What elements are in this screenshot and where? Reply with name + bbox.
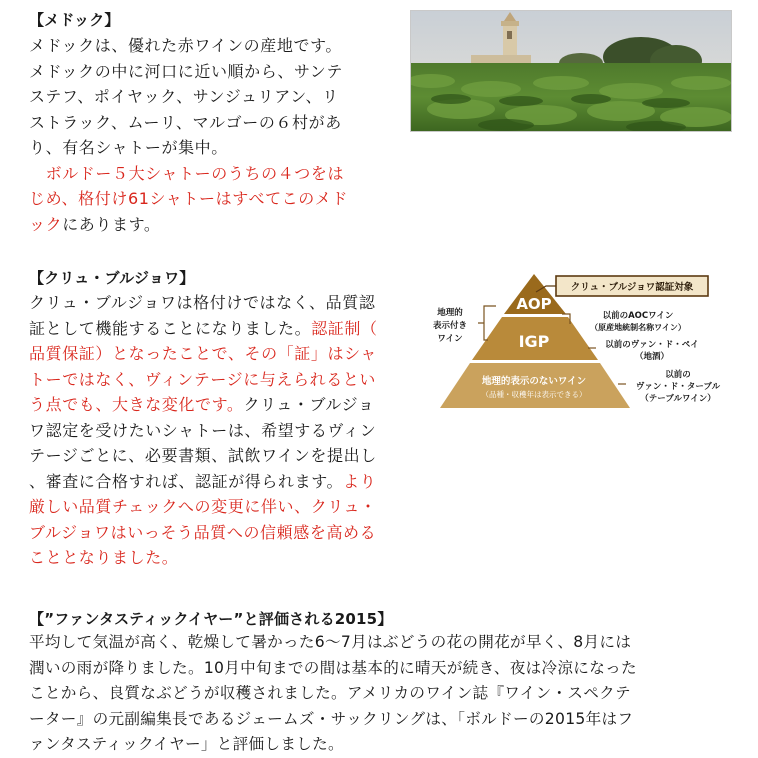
body-text: クリュ・ブルジョ [243, 395, 375, 414]
body-text: クリュ・ブルジョワは格付けではなく、品質認 [29, 293, 376, 312]
highlighted-text: じめ、格付け61シャトーはすべてこのメド [29, 189, 349, 208]
paragraph-line [29, 316, 414, 342]
medoc-paragraph [29, 33, 409, 237]
no-gi-label: 地理的表示のないワイン [481, 376, 587, 387]
gi-wine-annotation-line-3: ワイン [437, 334, 463, 344]
paragraph-line [29, 186, 409, 212]
highlighted-text: 厳しい品質チェックへの変更に伴い、クリュ・ [29, 497, 377, 516]
paragraph-line [29, 494, 414, 520]
body-text: ストラック、ムーリ、マルゴーの６村があ [29, 112, 342, 132]
highlighted-text: こととなりました。 [29, 548, 179, 567]
highlighted-text: ブルジョワはいっそう品質への信頼感を高める [29, 522, 377, 542]
paragraph-line [29, 469, 414, 495]
body-text: 潤いの雨が降りました。10月中旬までの間は基本的に晴天が続き、夜は冷涼になった [29, 658, 637, 677]
highlighted-text: 品質保証）となったことで、その「証」はシャ [29, 344, 377, 363]
body-text: 証として機能することになりました。 [29, 318, 312, 338]
paragraph-line [29, 656, 729, 682]
paragraph-line [29, 520, 414, 546]
igp-annotation-line-2: （地酒） [634, 352, 670, 362]
medoc-heading: 【メドック】 [29, 11, 120, 29]
highlighted-text: う点でも、大きな変化です。 [29, 395, 244, 414]
body-text: メドックの中に河口に近い順から、サンテ [29, 61, 343, 81]
vintage-heading: 【”ファンタスティックイヤー”と評価される2015】 [29, 610, 393, 628]
highlighted-text: ボルドー５大シャトーのうちの４つをは [29, 163, 345, 183]
paragraph-line [29, 212, 409, 238]
paragraph-line [29, 545, 414, 571]
body-text: ァンタスティックイヤー」と評価しました。 [29, 735, 344, 753]
igp-label: IGP [518, 332, 550, 351]
body-text: テージごとに、必要書類、試飲ワインを提出し [29, 446, 377, 465]
paragraph-line [29, 443, 414, 469]
body-text: ことから、良質なぶどうが収穫されました。アメリカのワイン誌『ワイン・スペクテ [29, 684, 631, 702]
aop-annotation-line-2: （原産地統制名称ワイン） [590, 323, 686, 332]
aop-label: AOP [516, 295, 552, 313]
no-gi-sublabel: （品種・収穫年は表示できる） [481, 390, 587, 399]
paragraph-line [29, 681, 729, 707]
paragraph-line [29, 59, 409, 85]
table-wine-annotation-line-3: （テーブルワイン） [640, 394, 716, 404]
cru-paragraph [29, 290, 414, 571]
gi-wine-annotation-line-1: 地理的 [437, 308, 463, 318]
paragraph-line [29, 161, 409, 187]
highlighted-text: ック [29, 214, 63, 234]
aop-annotation-line-1: 以前のAOCワイン [602, 311, 674, 321]
body-text: ワ認定を受けたいシャトーは、希望するヴィン [29, 420, 377, 440]
paragraph-line [29, 392, 414, 418]
body-text: 平均して気温が高く、乾燥して暑かった6～7月はぶどうの花の開花が早く、8月には [29, 633, 632, 651]
body-text: メドックは、優れた赤ワインの産地です。 [29, 36, 343, 55]
paragraph-line [29, 84, 409, 110]
highlighted-text: トーではなく、ヴィンテージに与えられるとい [29, 369, 377, 389]
vineyard-photo [410, 10, 732, 132]
igp-annotation-line-1: 以前のヴァン・ド・ペイ [605, 340, 699, 350]
body-text: ーター』の元副編集長であるジェームズ・サックリングは、「ボルドーの2015年はフ [29, 709, 634, 728]
vintage-paragraph [29, 630, 729, 758]
paragraph-line [29, 418, 414, 444]
paragraph-line [29, 732, 729, 758]
body-text: にあります。 [62, 214, 161, 234]
paragraph-line [29, 341, 414, 367]
table-wine-annotation-line-1: 以前の [665, 370, 691, 380]
cru-heading: 【クリュ・ブルジョワ】 [29, 269, 195, 287]
paragraph-line [29, 33, 409, 59]
body-text: ステフ、ポイヤック、サンジュリアン、リ [29, 87, 339, 106]
paragraph-line [29, 707, 729, 733]
wine-classification-pyramid [412, 268, 742, 416]
gi-wine-annotation-line-2: 表示付き [432, 321, 468, 331]
table-wine-annotation-line-2: ヴァン・ド・ターブル [635, 382, 721, 392]
highlighted-text: 認証制（ [311, 318, 378, 338]
body-text: 、審査に合格すれば、認証が得られます。 [29, 471, 344, 491]
paragraph-line [29, 290, 414, 316]
paragraph-line [29, 110, 409, 136]
paragraph-line [29, 630, 729, 656]
cru-bourgeois-banner: クリュ・ブルジョワ認証対象 [570, 282, 694, 293]
paragraph-line [29, 367, 414, 393]
highlighted-text: より [343, 471, 377, 491]
paragraph-line [29, 135, 409, 161]
body-text: り、有名シャトーが集中。 [29, 138, 228, 157]
